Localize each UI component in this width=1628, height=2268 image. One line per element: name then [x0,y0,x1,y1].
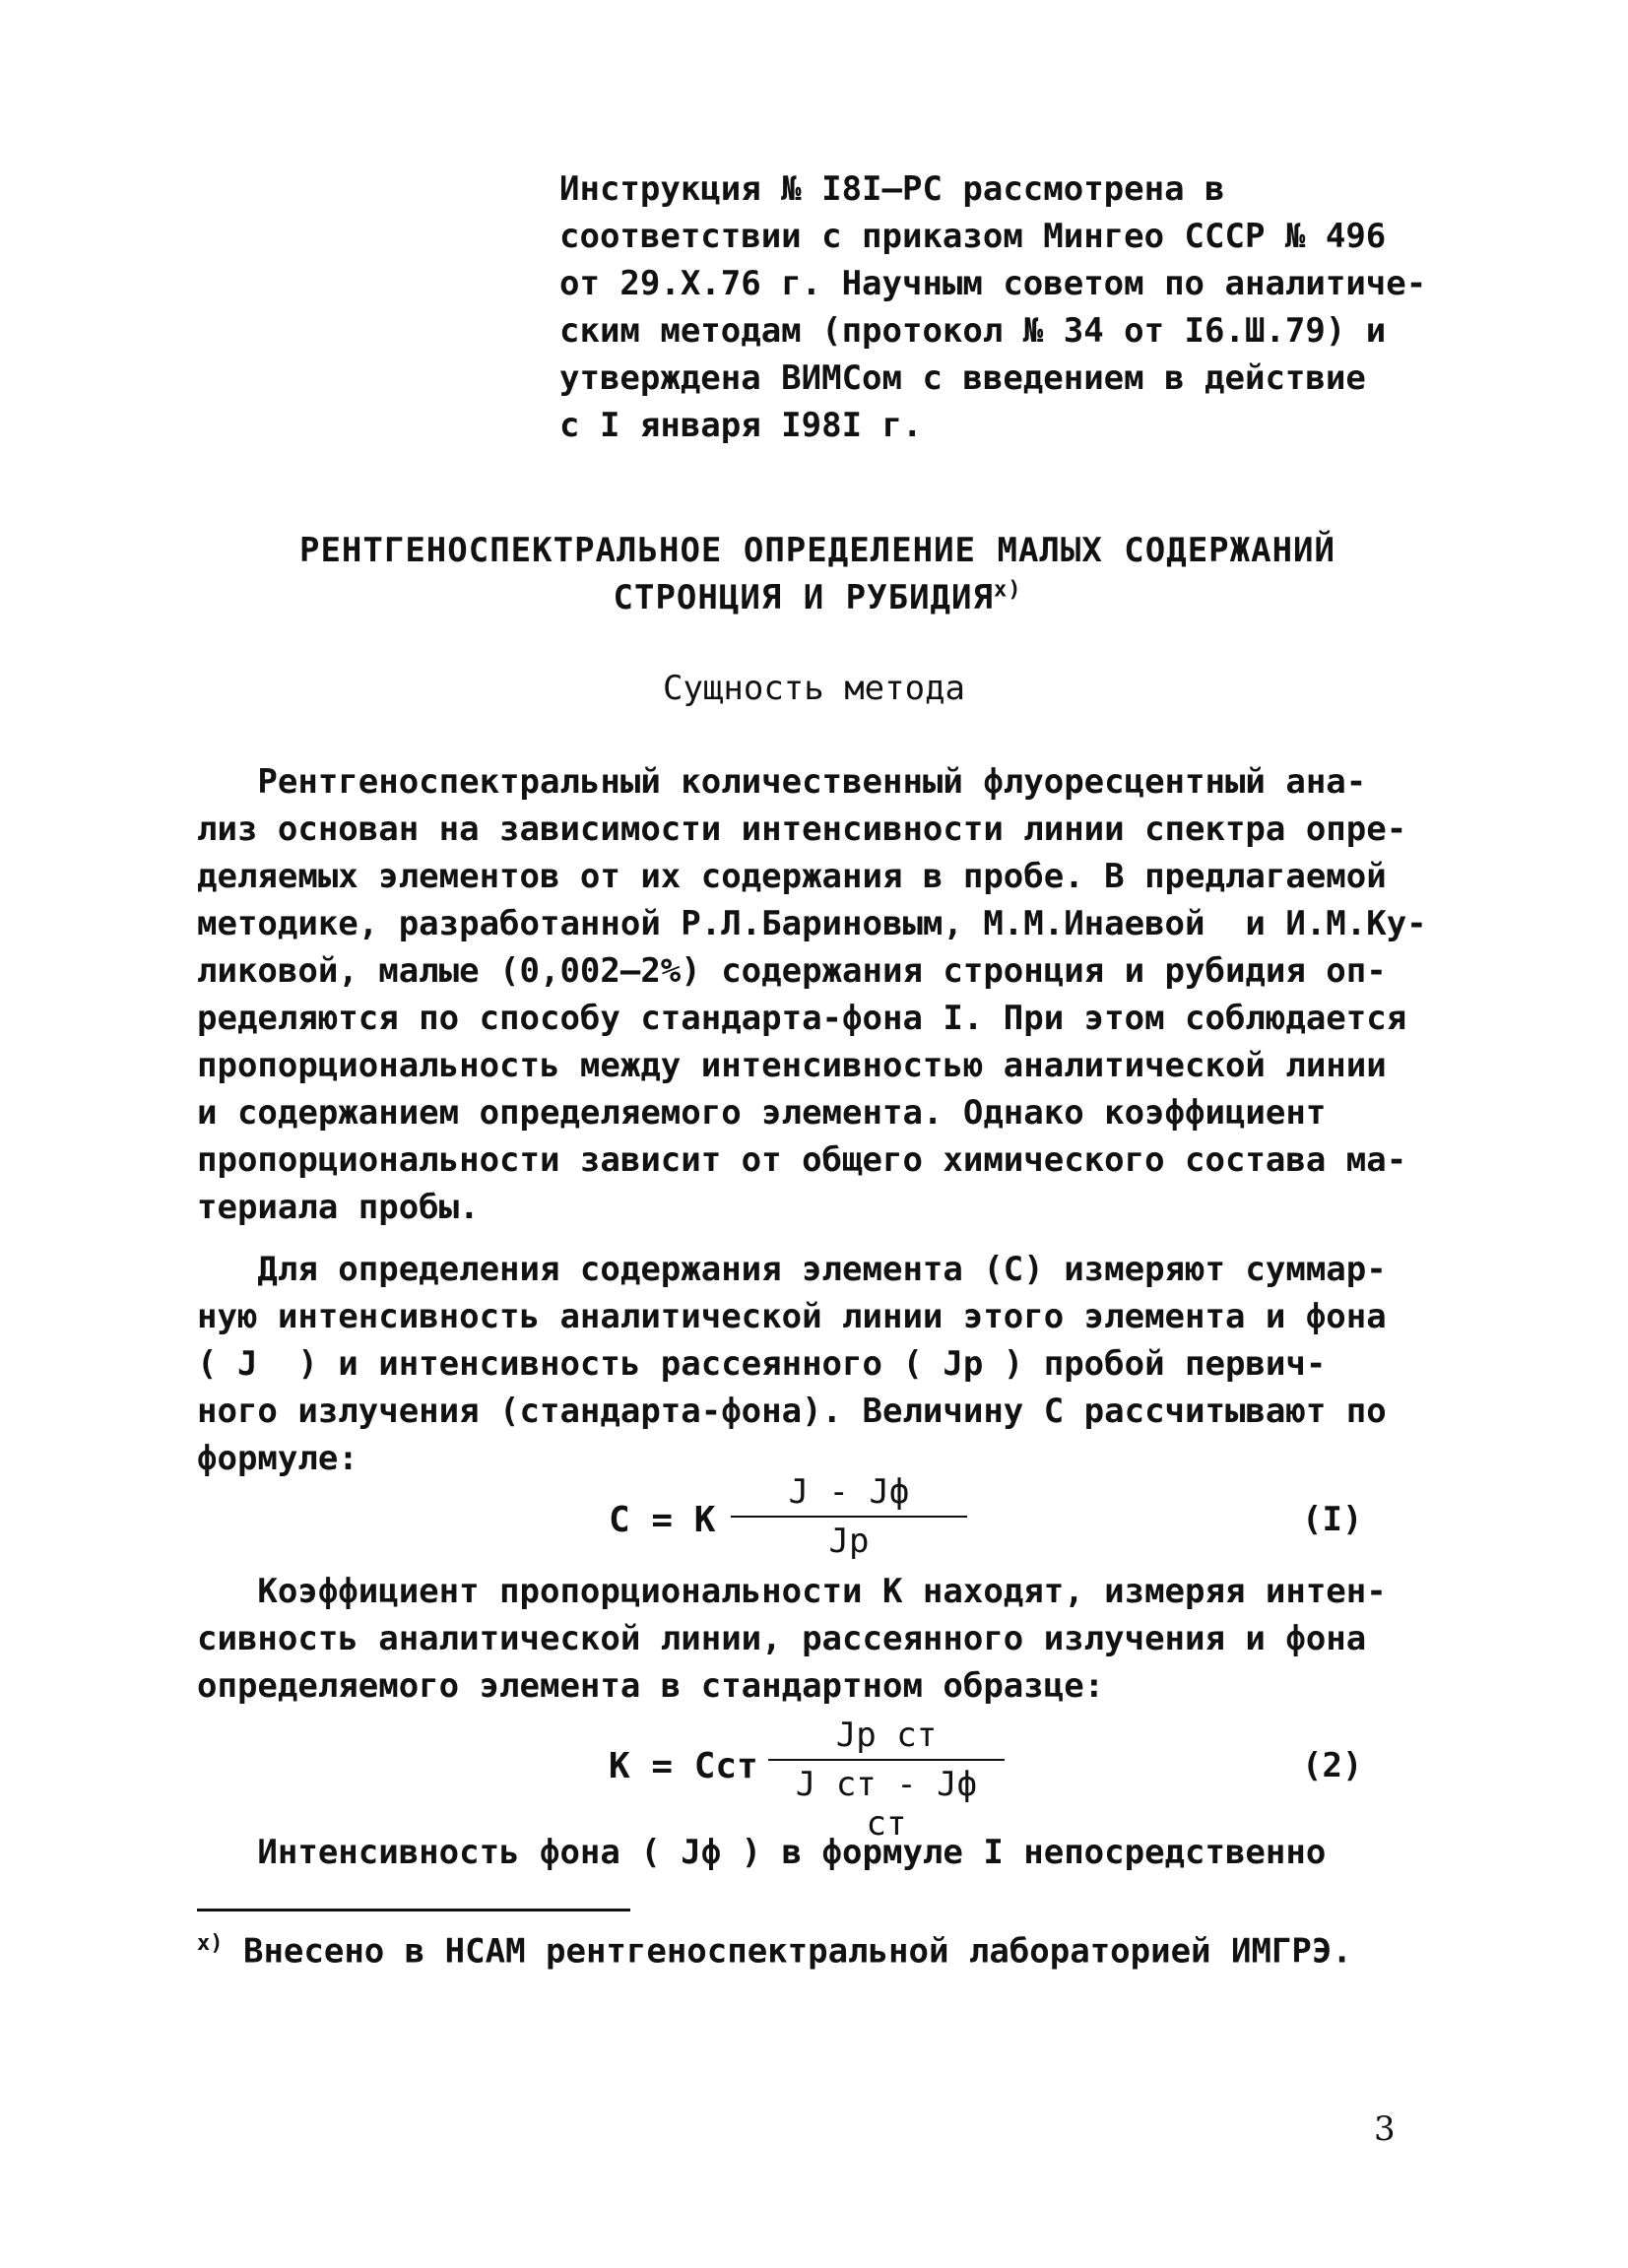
para3-line-2: сивность аналитической линии, рассеянного излучения и фона [197,1619,1367,1658]
formula-2-numerator: Jp cт [835,1716,938,1755]
formula-1-numerator: J - Jф [788,1472,910,1512]
approval-note [559,165,1446,449]
approval-line-1: Инструкция № I8I–РС рассмотрена в [559,169,1225,209]
formula-2-fraction [768,1716,1005,1844]
para1-line-1: Рентгеноспектральный количественный флуоресцентный ана- [197,762,1367,802]
paragraph-background-intensity [197,1829,1408,1876]
approval-line-4: ским методам (протокол № 34 от I6.Ш.79) и [559,311,1387,351]
para1-line-2: лиз основан на зависимости интенсивности линии спектра опре- [197,810,1407,849]
para3-line-3: определяемого элемента в стандартном образце: [197,1666,1105,1706]
formula-1-number: (I) [1302,1500,1363,1539]
formula-2-lhs: К = Сcт [609,1746,758,1786]
paragraph-measurement [197,1246,1408,1482]
footnote-text: Внесено в НСАМ рентгеноспектральной лабораторией ИМГРЭ. [223,1931,1352,1972]
para1-line-9: пропорциональности зависит от общего химического состава ма- [197,1140,1407,1180]
approval-line-6: с I января I98I г. [559,406,923,445]
title-line-2-text: СТРОНЦИЯ И РУБИДИЯ [613,578,994,617]
para1-line-7: пропорциональность между интенсивностью аналитической линии [197,1046,1387,1085]
formula-2-fraction-bar [768,1759,1005,1761]
para2-line-2: ную интенсивность аналитической линии этого элемента и фона [197,1297,1387,1336]
para4-line-1: Интенсивность фона ( Jф ) в формуле I непосредственно [197,1833,1327,1872]
title-line-1: РЕНТГЕНОСПЕКТРАЛЬНОЕ ОПРЕДЕЛЕНИЕ МАЛЫХ СОДЕРЖАНИЙ [298,531,1336,570]
para2-line-3: ( J ) и интенсивность рассеянного ( Jp ) пробой первич- [197,1344,1327,1384]
para1-line-3: деляемых элементов от их содержания в пробе. В предлагаемой [197,857,1387,896]
title-line-2 [295,574,1339,621]
section-heading: Сущность метода [662,669,966,708]
paragraph-coefficient [197,1568,1408,1710]
para1-line-4: методике, разработанной Р.Л.Бариновым, М.М.Инаевой и И.М.Ку- [197,904,1427,943]
page-number: 3 [1374,2109,1396,2149]
para1-line-5: ликовой, малые (0,002–2%) содержания стронция и рубидия оп- [197,951,1387,991]
formula-1-fraction [731,1472,967,1561]
para1-line-8: и содержанием определяемого элемента. Однако коэффициент [197,1093,1327,1133]
para1-line-6: ределяются по способу стандарта-фона I. При этом соблюдается [197,999,1407,1038]
formula-1-lhs: С = К [609,1500,716,1540]
para2-line-4: ного излучения (стандарта-фона). Величину С рассчитывают по [197,1392,1387,1431]
formula-2-number: (2) [1302,1746,1363,1785]
footnote-separator [197,1909,630,1912]
formula-1-denominator: Jp [828,1522,870,1561]
approval-line-2: соответствии с приказом Мингео СССР № 496 [559,217,1387,256]
para2-line-1: Для определения содержания элемента (С) измеряют суммар- [197,1250,1387,1289]
formula-1-fraction-bar [731,1516,967,1518]
para1-line-10: териала пробы. [197,1188,480,1227]
title-footnote-marker: х) [993,577,1022,603]
footnote-marker: х) [197,1931,224,1956]
para3-line-1: Коэффициент пропорциональности К находят, измеряя интен- [197,1572,1387,1611]
document-title [295,527,1339,621]
approval-line-5: утверждена ВИМСом с введением в действие [559,358,1366,398]
footnote [197,1920,1352,1975]
para2-line-5: формуле: [197,1439,358,1478]
approval-line-3: от 29.Х.76 г. Научным советом по аналитиче- [559,264,1427,303]
formula-2-denominator: J cт - Jф cт [795,1765,978,1844]
paragraph-method-essence [197,758,1427,1231]
